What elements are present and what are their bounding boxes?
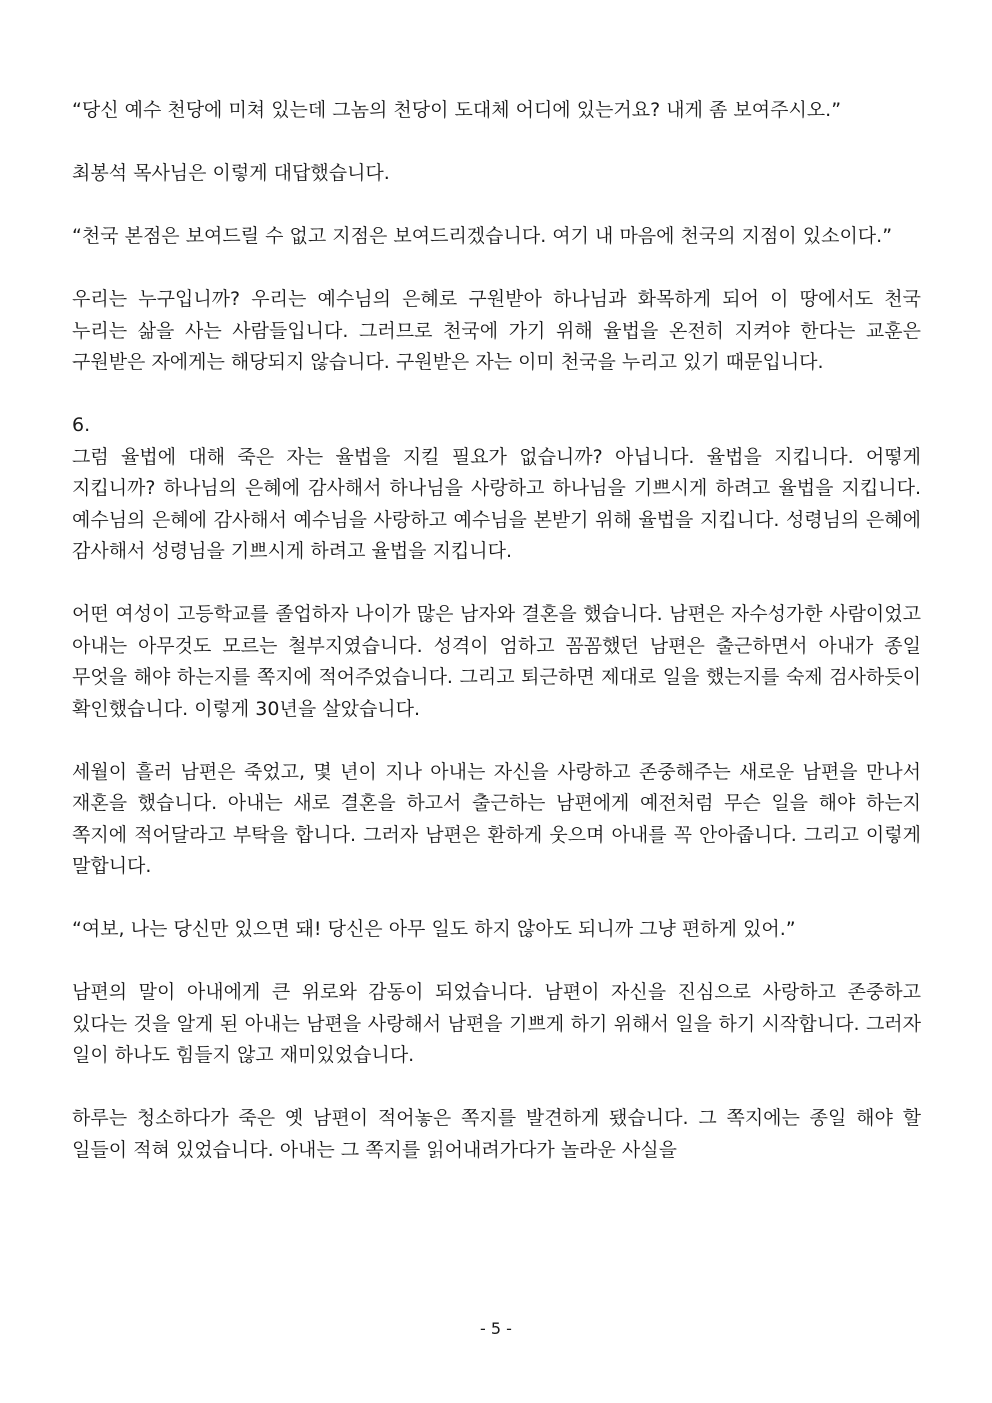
- paragraph-comfort: 남편의 말이 아내에게 큰 위로와 감동이 되었습니다. 남편이 자신을 진심으로 사랑하고 존중하고 있다는 것을 알게 된 아내는 남편을 사랑해서 남편을 기쁘게 하기 위해서 일을 하기 시작합니다. 그러자 일이 하나도 힘들지 않고 재미있었습니다.: [72, 981, 921, 1066]
- paragraph-who-are-we: 우리는 누구입니까? 우리는 예수님의 은혜로 구원받아 하나님과 화목하게 되어 이 땅에서도 천국 누리는 삶을 사는 사람들입니다. 그러므로 천국에 가기 위해 율법을 온전히 지켜야 한다는 교훈은 구원받은 자에게는 해당되지 않습니다. 구원받은 자는 이미 천국을 누리고 있기 때문입니다.: [72, 288, 921, 373]
- section-number: 6.: [72, 414, 91, 436]
- paragraph-quote-heaven: “당신 예수 천당에 미쳐 있는데 그놈의 천당이 도대체 어디에 있는거요? 내게 좀 보여주시오.”: [72, 99, 842, 121]
- page-number: - 5 -: [480, 1319, 512, 1338]
- document-body: [72, 95, 921, 1198]
- paragraph-quote-husband: “여보, 나는 당신만 있으면 돼! 당신은 아무 일도 하지 않아도 되니까 그냥 편하게 있어.”: [72, 918, 796, 940]
- paragraph-woman-story: 어떤 여성이 고등학교를 졸업하자 나이가 많은 남자와 결혼을 했습니다. 남편은 자수성가한 사람이었고 아내는 아무것도 모르는 철부지였습니다. 성격이 엄하고 꼼꼼했던 남편은 출근하면서 아내가 종일 무엇을 해야 하는지를 쪽지에 적어주었습니다. 그리고 퇴근하면 제대로 일을 했는지를 숙제 검사하듯이 확인했습니다. 이렇게 30년을 살았습니다.: [72, 603, 921, 720]
- paragraph-quote-branch: “천국 본점은 보여드릴 수 없고 지점은 보여드리겠습니다. 여기 내 마음에 천국의 지점이 있소이다.”: [72, 225, 893, 247]
- paragraph-pastor-reply: 최봉석 목사님은 이렇게 대답했습니다.: [72, 162, 390, 184]
- paragraph-remarriage: 세월이 흘러 남편은 죽었고, 몇 년이 지나 아내는 자신을 사랑하고 존중해주는 새로운 남편을 만나서 재혼을 했습니다. 아내는 새로 결혼을 하고서 출근하는 남편에게 예전처럼 무슨 일을 해야 하는지 쪽지에 적어달라고 부탁을 합니다. 그러자 남편은 환하게 웃으며 아내를 꼭 안아줍니다. 그리고 이렇게 말합니다.: [72, 760, 921, 877]
- paragraph-found-note: 하루는 청소하다가 죽은 옛 남편이 적어놓은 쪽지를 발견하게 됐습니다. 그 쪽지에는 종일 해야 할 일들이 적혀 있었습니다. 아내는 그 쪽지를 읽어내려가다가 놀라운 사실을: [72, 1107, 921, 1161]
- paragraph-keep-law: 그럼 율법에 대해 죽은 자는 율법을 지킬 필요가 없습니까? 아닙니다. 율법을 지킵니다. 어떻게 지킵니까? 하나님의 은혜에 감사해서 하나님을 사랑하고 하나님을 기쁘시게 하려고 율법을 지킵니다. 예수님의 은혜에 감사해서 예수님을 사랑하고 예수님을 본받기 위해 율법을 지킵니다. 성령님의 은혜에 감사해서 성령님을 기쁘시게 하려고 율법을 지킵니다.: [72, 445, 921, 562]
